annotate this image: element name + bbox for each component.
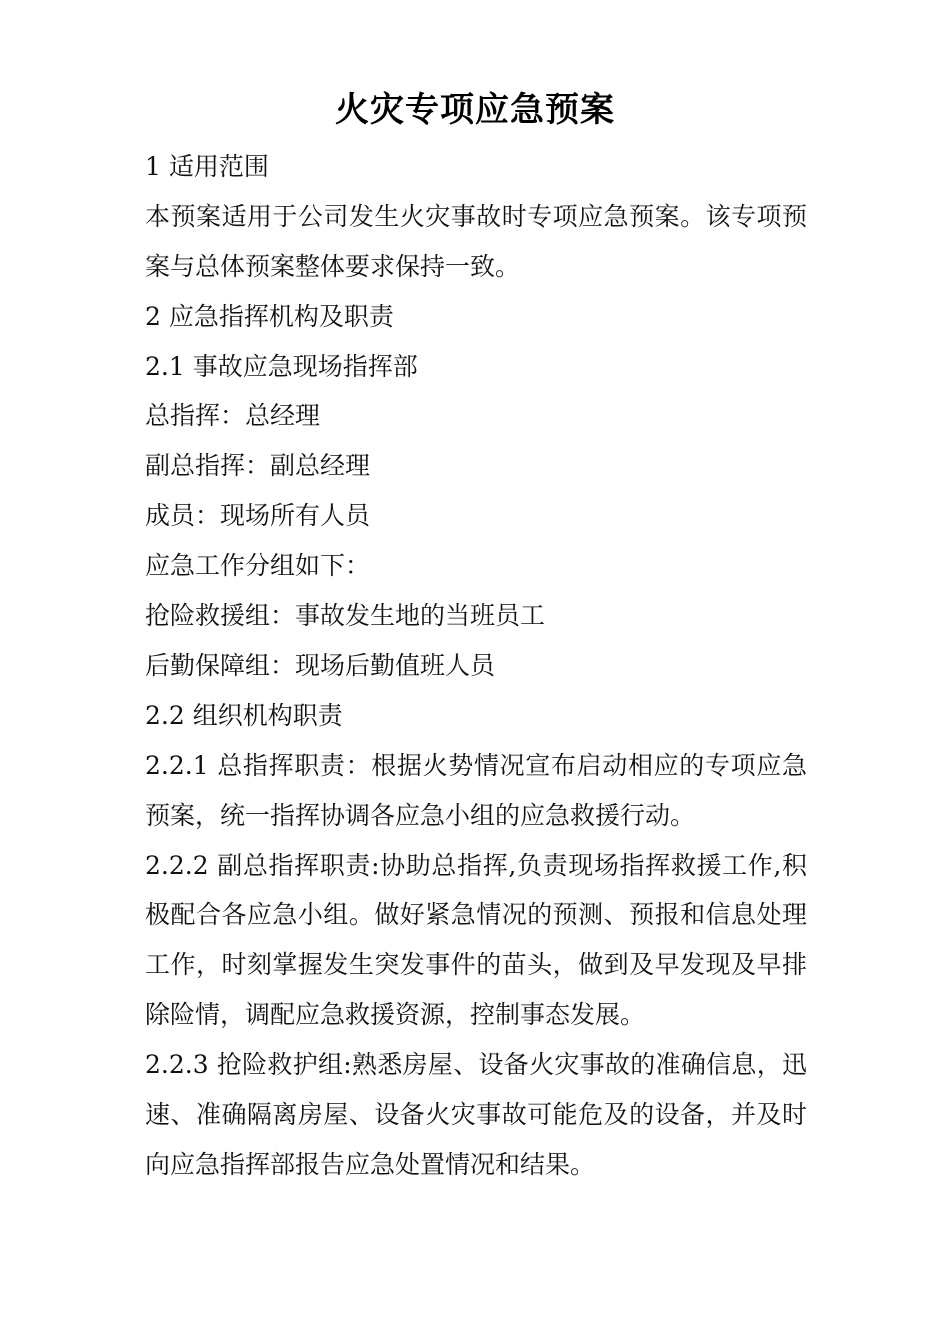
paragraph-scope: 本预案适用于公司发生火灾事故时专项应急预案。该专项预案与总体预案整体要求保持一致。 [145,201,807,281]
section-heading-organization: 2 应急指挥机构及职责 [145,301,394,331]
group-rescue: 抢险救援组：事故发生地的当班员工 [145,601,546,631]
subsection-heading-command-post: 2.1 事故应急现场指挥部 [145,351,418,381]
group-logistics: 后勤保障组：现场后勤值班人员 [145,650,496,680]
duty-rescue-group: 2.2.3 抢险救护组:熟悉房屋、设备火灾事故的准确信息，迅速、准确隔离房屋、设备火灾事故可能危及的设备，并及时向应急指挥部报告应急处置情况和结果。 [145,1050,807,1179]
document-body [145,142,807,1190]
duty-deputy-commander: 2.2.2 副总指挥职责:协助总指挥,负责现场指挥救援工作,积极配合各应急小组。做好紧急情况的预测、预报和信息处理工作，时刻掌握发生突发事件的苗头，做到及早发现及早排除险情，调配应急救援资源，控制事态发展。 [145,850,807,1030]
role-deputy-commander: 副总指挥：副总经理 [145,451,371,481]
section-heading-scope: 1 适用范围 [145,152,269,181]
document-title: 火灾专项应急预案 [335,90,615,130]
role-members: 成员：现场所有人员 [145,501,371,531]
role-chief-commander: 总指挥：总经理 [145,401,321,431]
duty-chief-commander: 2.2.1 总指挥职责：根据火势情况宣布启动相应的专项应急预案，统一指挥协调各应急小组的应急救援行动。 [145,750,807,830]
grouping-intro: 应急工作分组如下： [145,551,371,581]
subsection-heading-duties: 2.2 组织机构职责 [145,700,343,730]
